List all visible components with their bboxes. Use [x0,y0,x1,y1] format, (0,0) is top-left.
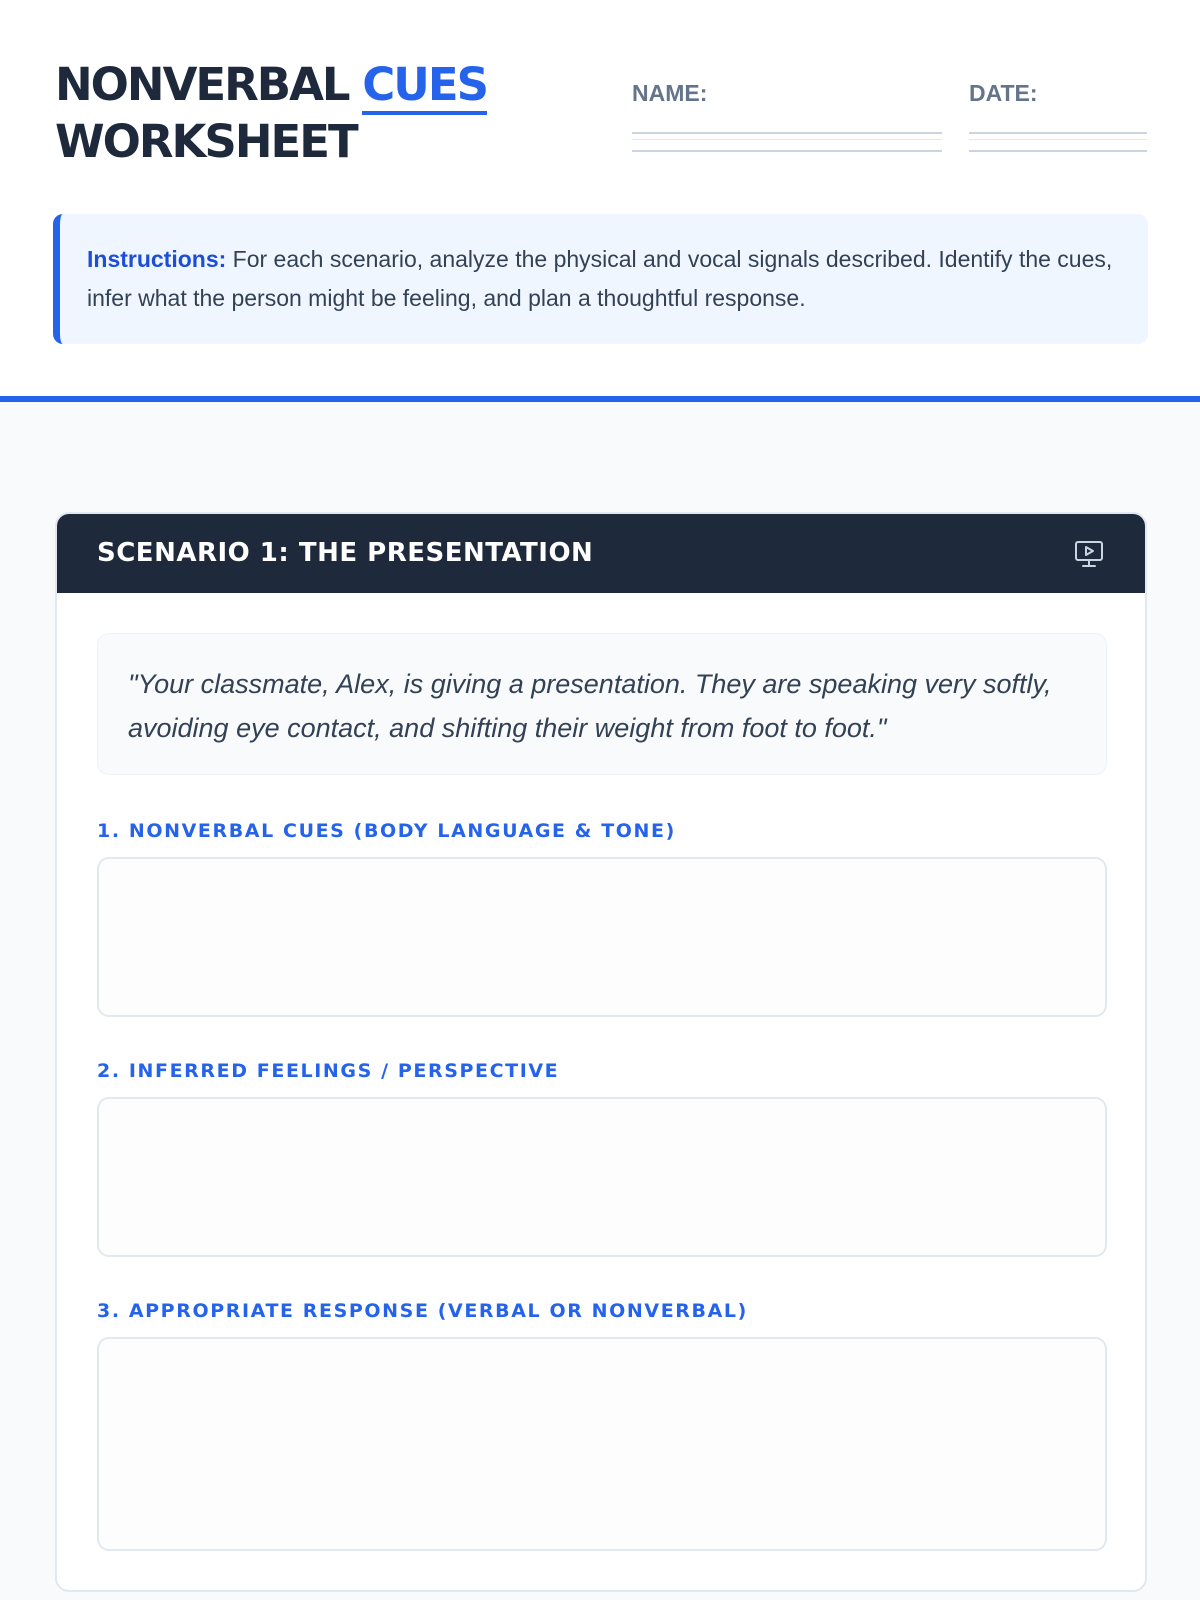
answer-box-feelings[interactable] [97,1097,1107,1257]
scenario-card [55,512,1147,1592]
scenario-header [57,514,1145,593]
instructions-label: Instructions: [87,246,227,272]
presentation-screen-icon [1073,538,1105,570]
title-part-1: NONVERBAL [55,58,363,111]
date-field[interactable] [969,132,1147,152]
instructions-box [53,214,1148,344]
name-field[interactable] [632,132,942,152]
title-accent: CUES [362,58,487,115]
worksheet-header [0,0,1200,402]
title-part-2: WORKSHEET [55,115,357,168]
date-label: DATE: [969,80,1038,106]
scenario-title: SCENARIO 1: THE PRESENTATION [97,538,594,568]
question-label-feelings: 2. INFERRED FEELINGS / PERSPECTIVE [97,1060,560,1082]
answer-box-response[interactable] [97,1337,1107,1551]
question-label-response: 3. APPROPRIATE RESPONSE (VERBAL OR NONVERBAL) [97,1300,748,1322]
name-label: NAME: [632,80,708,106]
answer-box-cues[interactable] [97,857,1107,1017]
question-label-cues: 1. NONVERBAL CUES (BODY LANGUAGE & TONE) [97,820,676,842]
instructions-text: For each scenario, analyze the physical and vocal signals described. Identify the cues, infer what the person might be feeling, and plan a thoughtful response. [87,246,1113,311]
page-title [55,56,615,170]
scenario-quote: "Your classmate, Alex, is giving a presentation. They are speaking very softly, avoiding eye contact, and shifting their weight from foot to foot." [97,633,1107,775]
